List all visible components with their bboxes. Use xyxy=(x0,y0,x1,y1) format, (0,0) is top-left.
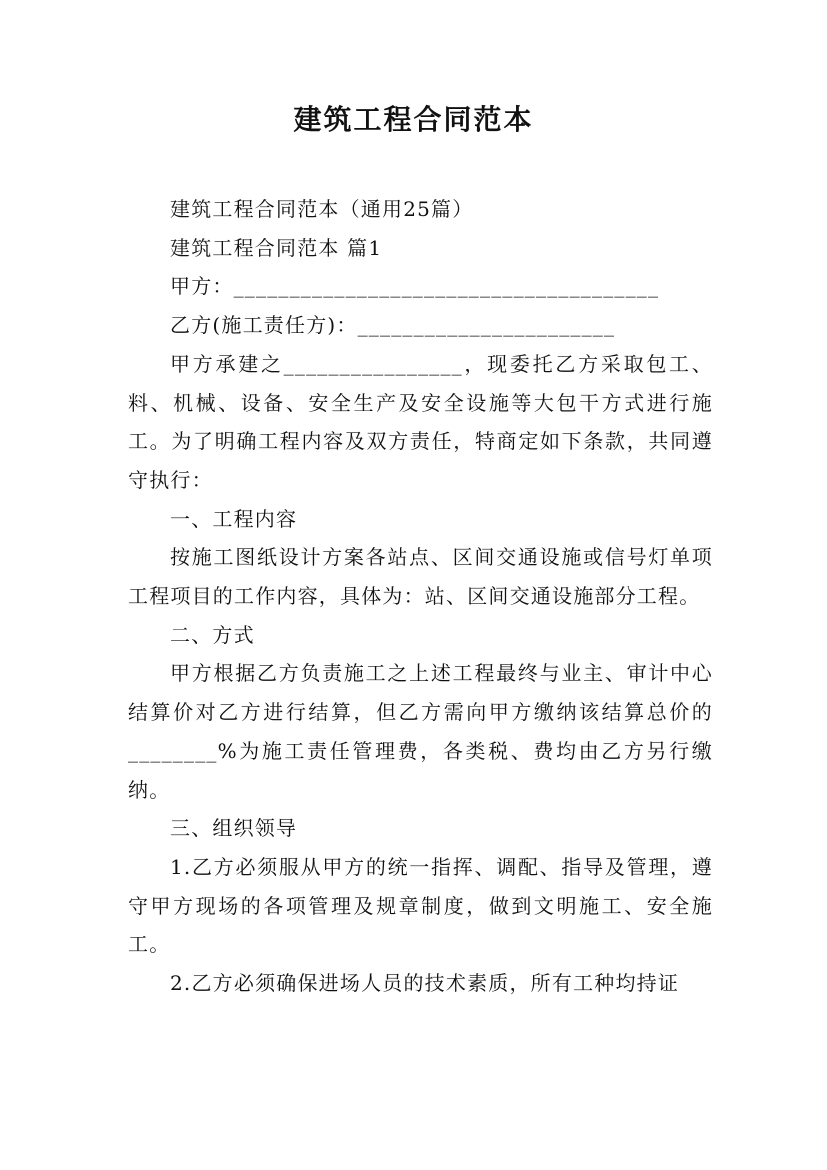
doc-subtitle: 建筑工程合同范本（通用25篇） xyxy=(170,197,474,221)
party-b-line: 乙方(施工责任方)：_______________________ xyxy=(170,313,616,338)
party-a-line: 甲方：______________________________________ xyxy=(170,274,660,299)
section-heading-article-1: 建筑工程合同范本 篇1 xyxy=(170,235,383,260)
scope-paragraph: 按施工图纸设计方案各站点、区间交通设施或信号灯单项工程项目的工作内容，具体为：站、区间交通设施部分工程。 xyxy=(128,545,713,609)
method-paragraph: 甲方根据乙方负责施工之上述工程最终与业主、审计中心结算价对乙方进行结算，但乙方需向甲方缴纳该结算总价的________%为施工责任管理费，各类税、费均由乙方另行缴纳。 xyxy=(128,661,713,802)
organization-item-2: 2.乙方必须确保进场人员的技术素质，所有工种均持证 xyxy=(170,971,680,996)
document-title: 建筑工程合同范本 xyxy=(293,103,534,136)
heading-scope: 一、工程内容 xyxy=(170,506,298,531)
heading-method: 二、方式 xyxy=(170,622,255,647)
intro-paragraph: 甲方承建之________________，现委托乙方采取包工、料、机械、设备、安全生产及安全设施等大包干方式进行施工。为了明确工程内容及双方责任，特商定如下条款，共同遵守执行： xyxy=(128,351,713,492)
document-body xyxy=(128,190,713,1003)
heading-organization: 三、组织领导 xyxy=(170,816,298,841)
organization-item-1: 1.乙方必须服从甲方的统一指挥、调配、指导及管理，遵守甲方现场的各项管理及规章制度，做到文明施工、安全施工。 xyxy=(128,854,713,957)
